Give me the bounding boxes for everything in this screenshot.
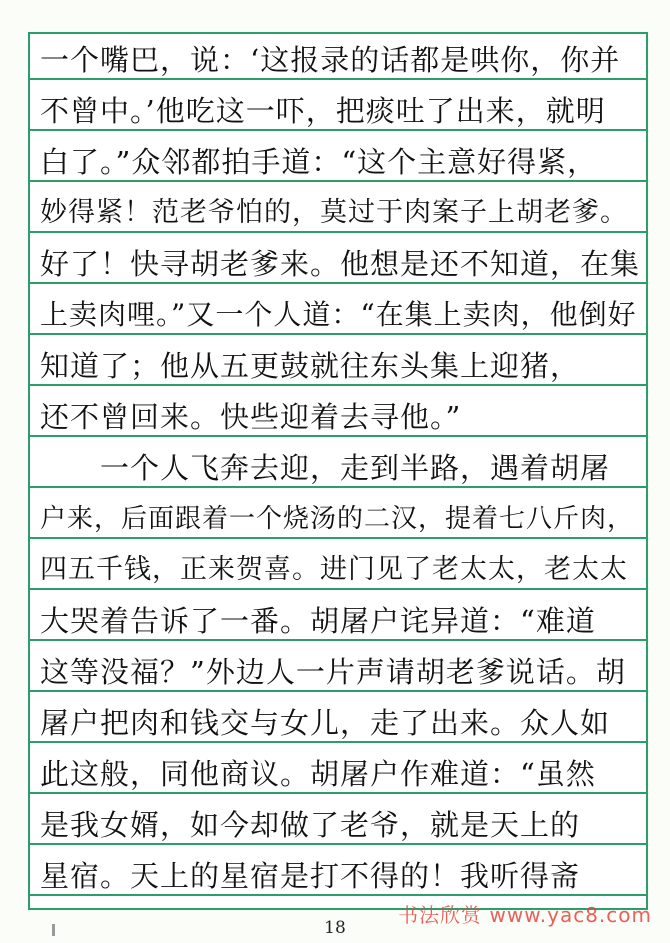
handwritten-line: 是我女婿，如今却做了老爷，就是天上的 bbox=[40, 808, 581, 842]
handwritten-line: 一个嘴巴，说：‘这报录的话都是哄你，你并 bbox=[40, 43, 621, 77]
handwritten-line: 还不曾回来。快些迎着去寻他。” bbox=[40, 400, 462, 434]
handwritten-line: 白了。”众邻都拍手道：“这个主意好得紧， bbox=[40, 145, 598, 179]
page-number: 18 bbox=[324, 918, 346, 938]
handwritten-line: 大哭着告诉了一番。胡屠户诧异道：“难道 bbox=[40, 604, 596, 638]
handwritten-line: 好了！快寻胡老爹来。他想是还不知道，在集 bbox=[40, 247, 640, 281]
handwritten-line: 一个人飞奔去迎，走到半路，遇着胡屠 bbox=[40, 451, 611, 485]
ruled-sheet bbox=[28, 32, 648, 910]
handwritten-line: 星宿。天上的星宿是打不得的！我听得斋 bbox=[40, 859, 581, 893]
handwritten-line: 不曾中。’他吃这一吓，把痰吐了出来，就明 bbox=[40, 94, 606, 128]
watermark: 书法欣赏 www.yac8.com bbox=[398, 903, 652, 927]
handwritten-line: 这等没福？”外边人一片声请胡老爹说话。胡 bbox=[40, 655, 626, 689]
handwritten-line: 妙得紧！范老爷怕的，莫过于肉案子上胡老爹。 bbox=[40, 197, 628, 228]
handwritten-line: 户来，后面跟着一个烧汤的二汉，提着七八斤肉， bbox=[40, 504, 635, 534]
handwritten-line: 屠户把肉和钱交与女儿，走了出来。众人如 bbox=[40, 706, 611, 740]
handwritten-line: 上卖肉哩。”又一个人道：“在集上卖肉，他倒好 bbox=[40, 298, 637, 331]
handwritten-line: 知道了；他从五更鼓就往东头集上迎猪， bbox=[40, 349, 581, 383]
handwritten-line: 此这般，同他商议。胡屠户作难道：“虽然 bbox=[40, 757, 596, 791]
handwritten-line: 四五千钱，正来贺喜。进门见了老太太，老太太 bbox=[40, 554, 628, 585]
